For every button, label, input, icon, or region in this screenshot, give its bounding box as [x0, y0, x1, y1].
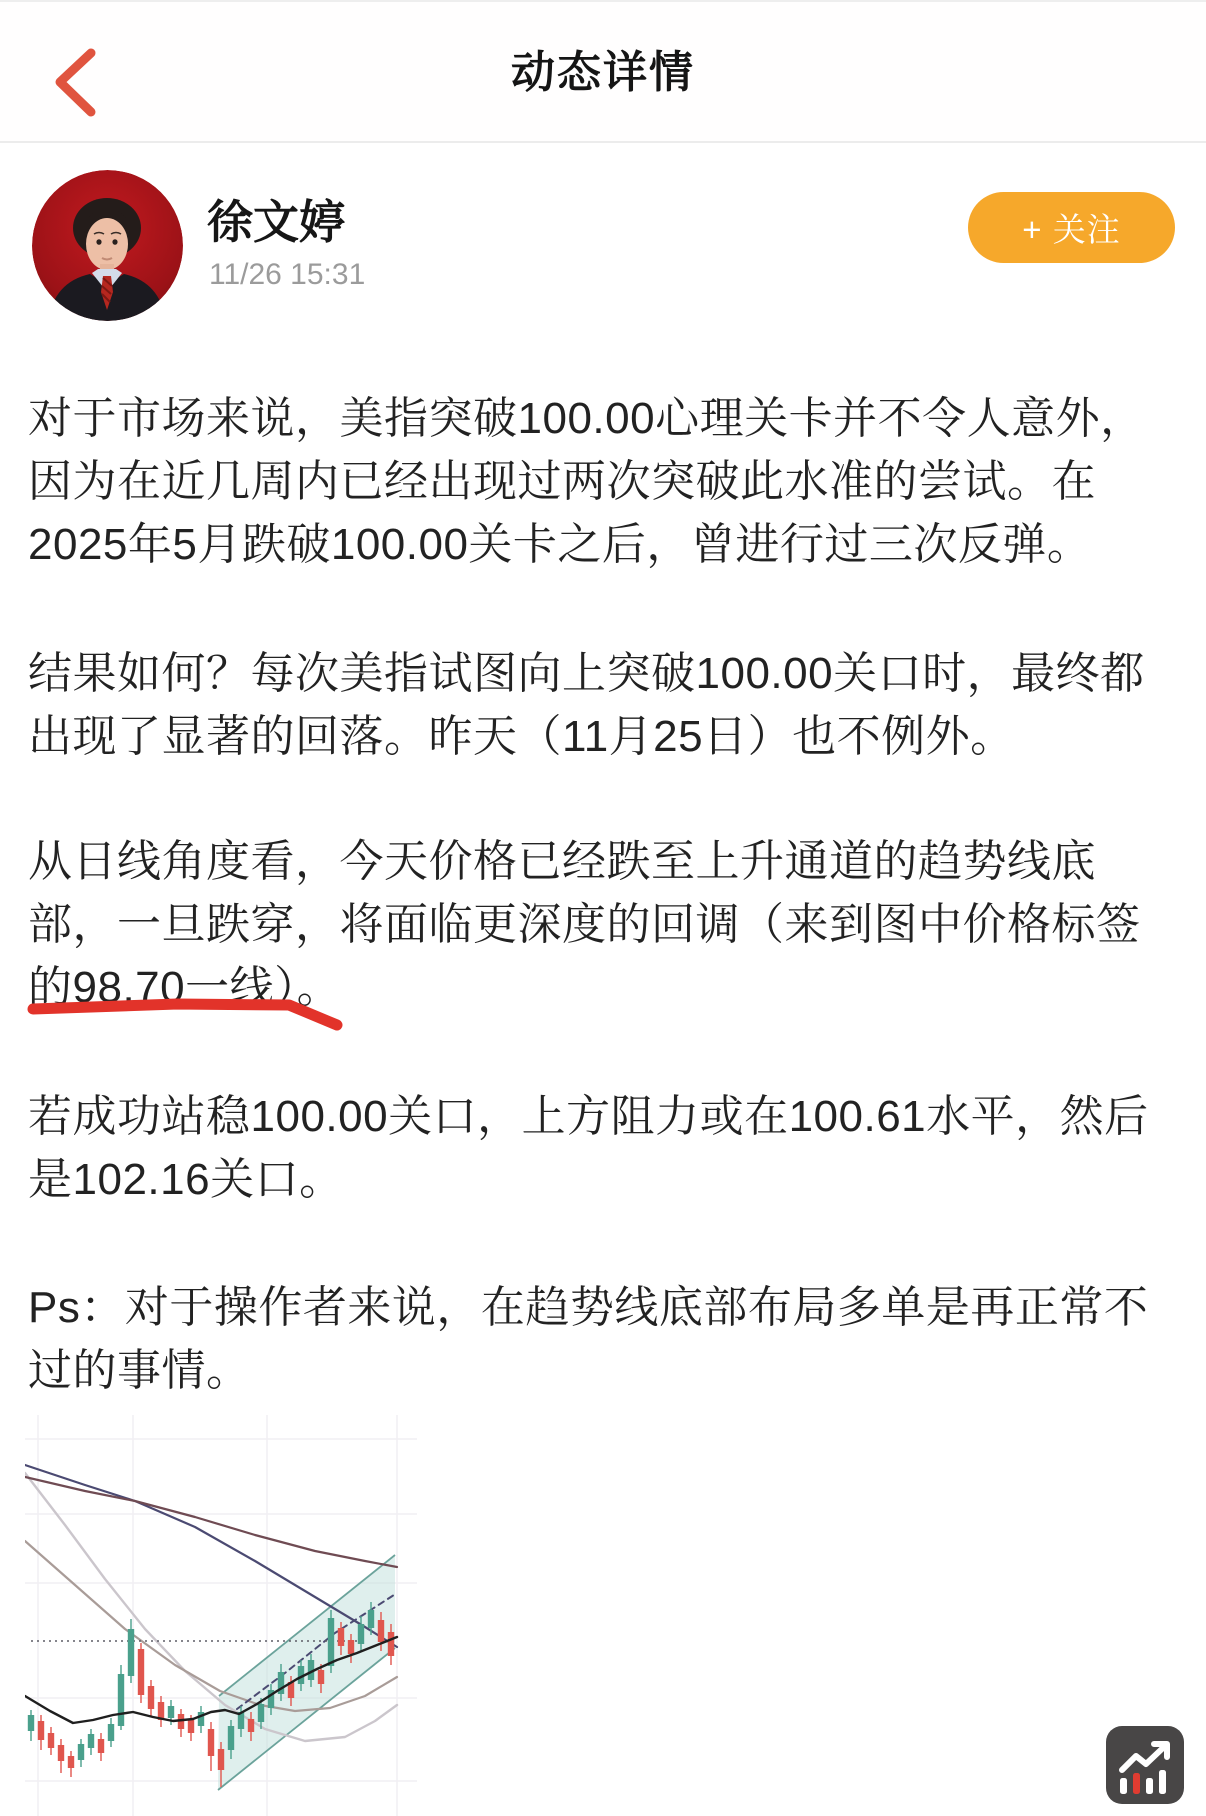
- paragraph-4: [28, 1085, 1188, 1211]
- paragraph-1: [28, 387, 1188, 576]
- text-line: 结果如何？每次美指试图向上突破100.00关口时，最终都: [28, 649, 1145, 698]
- author-name: 徐文婷: [207, 196, 345, 248]
- paragraph-3: [28, 830, 1188, 1019]
- text-line: 对于市场来说，美指突破100.00心理关卡并不令人意外，: [28, 394, 1145, 443]
- trend-chart-icon: [1109, 1729, 1181, 1801]
- text-line: 2025年5月跌破100.00关卡之后，曾进行过三次反弹。: [28, 520, 1092, 569]
- market-chart-fab[interactable]: [1106, 1726, 1184, 1804]
- text-line: 是102.16关口。: [28, 1155, 344, 1204]
- follow-button[interactable]: + 关注: [968, 192, 1175, 263]
- text-line: 从日线角度看，今天价格已经跌至上升通道的趋势线底: [28, 837, 1096, 886]
- avatar[interactable]: [32, 170, 183, 321]
- post-timestamp: 11/26 15:31: [209, 258, 366, 291]
- text-line: 过的事情。: [28, 1346, 251, 1395]
- text-line: 出现了显著的回落。昨天（11月25日）也不例外。: [28, 712, 1015, 761]
- candlestick-chart: [25, 1415, 419, 1816]
- header-bar: [0, 2, 1206, 143]
- post-chart-image[interactable]: [25, 1415, 419, 1816]
- paragraph-2: [28, 642, 1188, 768]
- text-line: 部，一旦跌穿，将面临更深度的回调（来到图中价格标签: [28, 900, 1141, 949]
- paragraph-5: [28, 1276, 1188, 1402]
- text-line: Ps：对于操作者来说，在趋势线底部布局多单是再正常不: [28, 1283, 1149, 1332]
- text-line: 因为在近几周内已经出现过两次突破此水准的尝试。在: [28, 457, 1096, 506]
- text-line: 的98.70一线）。: [28, 963, 342, 1012]
- avatar-photo: [32, 170, 183, 321]
- text-line: 若成功站稳100.00关口，上方阻力或在100.61水平，然后: [28, 1092, 1149, 1141]
- page-title: 动态详情: [511, 48, 695, 97]
- red-highlight-underline: [27, 996, 367, 1038]
